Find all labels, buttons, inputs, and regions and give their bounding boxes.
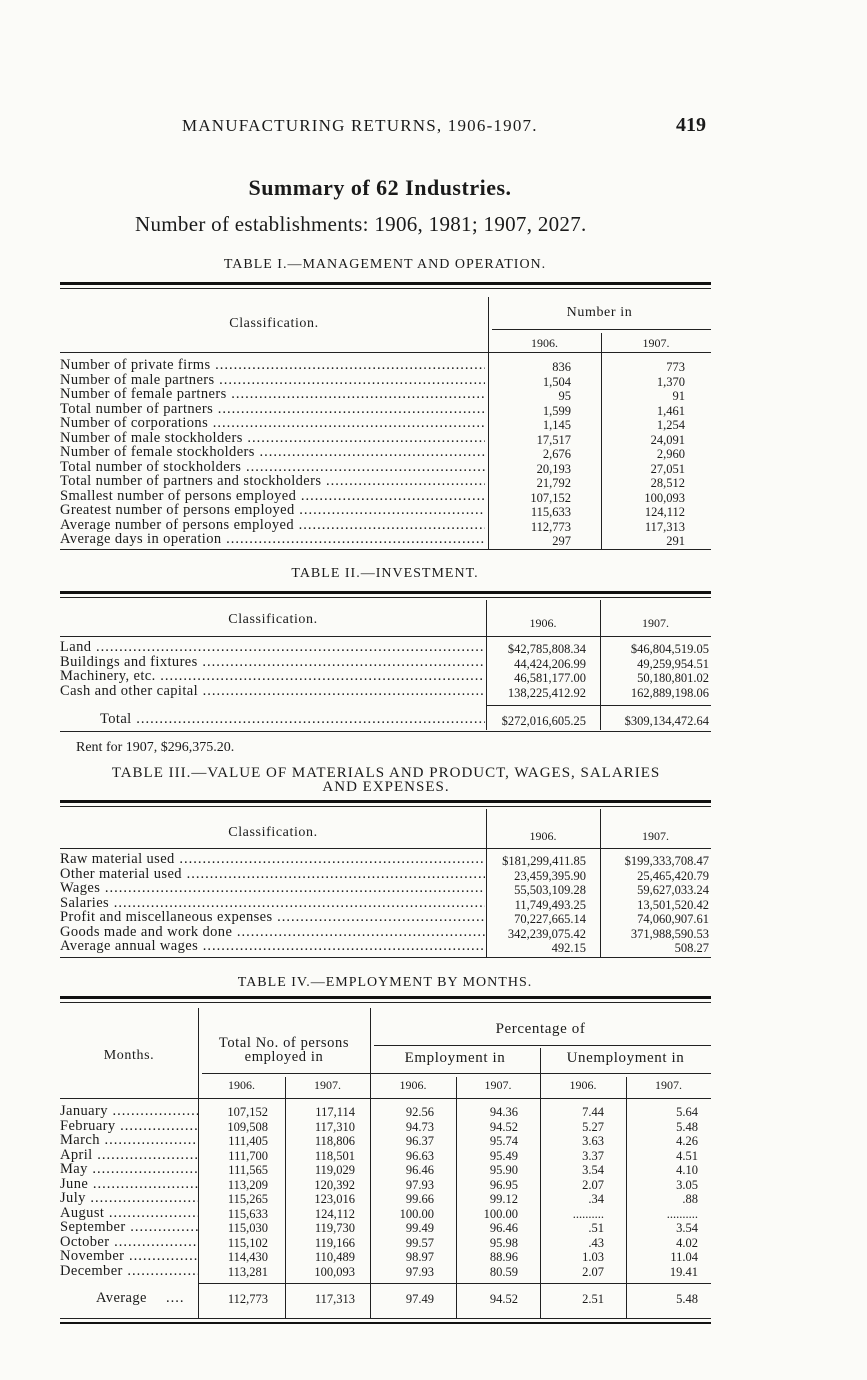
- value-1906: 138,225,412.92: [507, 685, 586, 700]
- page-number: 419: [676, 114, 706, 136]
- value-1907: 25,465,420.79: [637, 868, 709, 883]
- row-label: Other material used .....: [60, 867, 485, 882]
- table4-average-label: Average: [96, 1290, 147, 1306]
- running-head: [0, 116, 867, 140]
- cell-t1907: 110,489: [314, 1250, 355, 1264]
- table1-title: TABLE I.—MANAGEMENT AND OPERATION.: [223, 257, 547, 272]
- table3-title: [60, 766, 712, 794]
- month-label: October .....: [60, 1235, 198, 1250]
- cell-t1906: 107,152: [227, 1105, 268, 1119]
- row-label: Total number of partners and stockholders .....: [60, 474, 485, 489]
- row-label: Average number of persons employed .....: [60, 518, 485, 533]
- table4-col-t1906: 1906.: [228, 1078, 255, 1092]
- value-1907: 24,091: [650, 432, 685, 447]
- value-1906: $42,785,808.34: [507, 642, 586, 656]
- table-row: [60, 431, 715, 446]
- cell-e1906: 98.97: [405, 1250, 434, 1264]
- table4-col-e1906: 1906.: [399, 1078, 427, 1092]
- month-label: November .....: [60, 1249, 198, 1264]
- value-1906: 492.15: [551, 941, 586, 955]
- table2-col-classification: Classification.: [228, 612, 318, 627]
- table4-col-months: Months.: [103, 1048, 155, 1063]
- cell-u1907: 5.48: [676, 1119, 698, 1134]
- table1-col-number-in: Number in: [566, 305, 633, 320]
- table4-header-rule: [60, 1098, 711, 1099]
- table4-average-t1906: 112,773: [227, 1292, 268, 1306]
- table4-col-t1907: 1907.: [314, 1078, 341, 1092]
- table2-col-1906: 1906.: [529, 616, 557, 630]
- value-1906: 112,773: [530, 519, 571, 534]
- cell-e1907: 96.95: [489, 1177, 518, 1192]
- row-label: Smallest number of persons employed .....: [60, 489, 485, 504]
- cell-t1906: 115,030: [227, 1221, 268, 1235]
- value-1907: 291: [666, 534, 685, 548]
- cell-u1906: 3.63: [582, 1134, 604, 1148]
- value-1907: 59,627,033.24: [637, 883, 709, 897]
- row-label: Wages .....: [60, 881, 485, 896]
- value-1907: 27,051: [650, 461, 685, 476]
- cell-e1907: 95.98: [489, 1235, 518, 1250]
- cell-e1906: 99.66: [405, 1192, 434, 1206]
- value-1907: 13,501,520.42: [637, 897, 709, 912]
- table4-title: TABLE IV.—EMPLOYMENT BY MONTHS.: [237, 975, 533, 990]
- cell-u1906: .34: [588, 1192, 604, 1206]
- table2-total-row: [60, 712, 715, 727]
- cell-e1907: 94.36: [489, 1105, 518, 1119]
- table2-total-1906: $272,016,605.25: [501, 714, 586, 728]
- table4-top-rule-thin: [60, 1002, 711, 1003]
- value-1907: 50,180,801.02: [637, 671, 709, 685]
- table4-col-u1907: 1907.: [655, 1078, 682, 1092]
- value-1906: 1,599: [542, 403, 571, 418]
- row-label: Machinery, etc. .....: [60, 669, 485, 684]
- value-1906: 70,227,665.14: [514, 912, 586, 926]
- summary-title: Summary of 62 Industries.: [248, 175, 512, 200]
- row-label: Number of male partners .....: [60, 373, 485, 388]
- cell-t1906: 111,565: [228, 1163, 268, 1177]
- cell-u1906: 2.07: [582, 1264, 604, 1279]
- table-row: [60, 387, 715, 402]
- cell-u1907: 3.54: [676, 1221, 698, 1235]
- cell-e1906: 96.46: [405, 1163, 434, 1177]
- rent-note: Rent for 1907, $296,375.20.: [76, 740, 235, 755]
- table-row: [60, 684, 715, 699]
- cell-u1907: 4.02: [676, 1235, 698, 1250]
- month-label: December .....: [60, 1264, 198, 1279]
- table-row: [60, 640, 715, 655]
- value-1906: 11,749,493.25: [514, 897, 586, 912]
- table4-average-t1907: 117,313: [314, 1292, 355, 1306]
- table4-subhead-rule: [202, 1073, 711, 1074]
- table4-col-e1907: 1907.: [484, 1078, 512, 1092]
- row-label: Goods made and work done .....: [60, 925, 485, 940]
- table-row: [60, 939, 715, 954]
- value-1906: 55,503,109.28: [514, 883, 586, 897]
- value-1907: 28,512: [650, 476, 685, 490]
- table2-col-1907: 1907.: [642, 616, 669, 630]
- row-label: Total number of partners .....: [60, 402, 485, 417]
- table4-average-u1907: 5.48: [676, 1292, 698, 1306]
- table2-total-label: Total .....: [100, 712, 485, 727]
- table4-col-total-line1: Total No. of persons: [218, 1035, 350, 1051]
- table3-col-classification: Classification.: [228, 825, 318, 840]
- table-row: [60, 925, 715, 940]
- table4-col-unemployment: Unemployment in: [566, 1050, 685, 1066]
- value-1907: 49,259,954.51: [637, 656, 709, 671]
- table2-total-rule: [486, 705, 711, 706]
- month-label: September .....: [60, 1220, 198, 1235]
- table4-col-total-line2: employed in: [244, 1049, 324, 1065]
- table4-average-rule: [198, 1283, 711, 1284]
- table3-title-line2: AND EXPENSES.: [322, 779, 450, 795]
- value-1906: 1,504: [542, 374, 571, 389]
- row-label: Cash and other capital .....: [60, 684, 485, 699]
- table2-top-rule-thin: [60, 597, 711, 598]
- cell-e1907: 99.12: [489, 1192, 518, 1206]
- table-row: [60, 910, 715, 925]
- cell-u1906: 7.44: [582, 1105, 604, 1119]
- cell-t1906: 115,102: [227, 1235, 268, 1250]
- value-1906: 297: [552, 534, 571, 548]
- table1-top-rule-thin: [60, 288, 711, 289]
- table1-col-1907: 1907.: [642, 336, 670, 350]
- row-label: Number of female stockholders .....: [60, 445, 485, 460]
- cell-u1907: .88: [682, 1192, 698, 1206]
- table3-top-rule-thin: [60, 806, 711, 807]
- value-1907: 117,313: [644, 519, 685, 534]
- cell-e1907: 96.46: [489, 1221, 518, 1235]
- table-row: [60, 1191, 715, 1206]
- value-1906: 2,676: [542, 447, 571, 461]
- cell-t1907: 118,501: [314, 1148, 355, 1163]
- table-row: [60, 852, 715, 867]
- table-row: [60, 1235, 715, 1250]
- table-row: [60, 1206, 715, 1221]
- value-1907: 371,988,590.53: [630, 926, 709, 941]
- row-label: Average annual wages .....: [60, 939, 485, 954]
- row-label: Land .....: [60, 640, 485, 655]
- table3-col-1906: 1906.: [529, 829, 557, 843]
- table-row: [60, 402, 715, 417]
- cell-t1907: 118,806: [314, 1134, 355, 1148]
- table4-average-leader: ....: [166, 1290, 185, 1306]
- table4-average-row: [60, 1291, 715, 1306]
- table-row: [60, 416, 715, 431]
- cell-e1906: 92.56: [405, 1105, 434, 1119]
- cell-u1907: 4.26: [676, 1134, 698, 1148]
- cell-e1907: 95.74: [489, 1134, 518, 1148]
- cell-t1907: 123,016: [314, 1192, 355, 1206]
- cell-u1907: 5.64: [676, 1105, 698, 1119]
- table3-header-rule: [60, 848, 711, 849]
- table-row: [60, 1148, 715, 1163]
- table-row: [60, 669, 715, 684]
- table-row: [60, 474, 715, 489]
- cell-u1906: 2.07: [582, 1177, 604, 1192]
- table4-col-employment: Employment in: [404, 1050, 506, 1066]
- table-row: [60, 1220, 715, 1235]
- cell-u1906: 5.27: [582, 1119, 604, 1134]
- table-row: [60, 460, 715, 475]
- value-1906: $181,299,411.85: [502, 854, 586, 868]
- cell-u1906: ..........: [572, 1206, 604, 1221]
- table4-average-e1906: 97.49: [405, 1292, 434, 1306]
- value-1906: 20,193: [536, 461, 571, 476]
- month-label: June .....: [60, 1177, 198, 1192]
- table-row: [60, 532, 715, 547]
- row-label: Number of female partners .....: [60, 387, 485, 402]
- table-row: [60, 655, 715, 670]
- cell-u1907: 19.41: [669, 1264, 698, 1279]
- cell-e1907: 80.59: [489, 1264, 518, 1279]
- table-row: [60, 358, 715, 373]
- row-label: Salaries .....: [60, 896, 485, 911]
- month-label: January .....: [60, 1104, 198, 1119]
- row-label: Total number of stockholders .....: [60, 460, 485, 475]
- cell-t1906: 115,265: [227, 1192, 268, 1206]
- value-1907: 2,960: [656, 447, 685, 461]
- value-1906: 23,459,395.90: [514, 868, 586, 883]
- month-label: August .....: [60, 1206, 198, 1221]
- table4-percentage-rule: [374, 1045, 711, 1046]
- table-row: [60, 1133, 715, 1148]
- row-label: Buildings and fixtures .....: [60, 655, 485, 670]
- cell-e1906: 97.93: [405, 1177, 434, 1192]
- table-row: [60, 1264, 715, 1279]
- cell-t1907: 120,392: [314, 1177, 355, 1192]
- table3-bottom-rule: [60, 957, 711, 958]
- table4-bottom-rule: [60, 1318, 711, 1319]
- cell-t1906: 111,405: [228, 1134, 268, 1148]
- cell-t1907: 119,166: [314, 1235, 355, 1250]
- table-row: [60, 867, 715, 882]
- table3-col-1907: 1907.: [642, 829, 669, 843]
- table3-top-rule: [60, 800, 711, 803]
- cell-u1907: 4.51: [676, 1148, 698, 1163]
- table1-header-rule: [60, 352, 711, 353]
- cell-e1907: 95.49: [489, 1148, 518, 1163]
- value-1907: 773: [666, 360, 685, 374]
- cell-e1906: 99.49: [405, 1221, 434, 1235]
- table4-col-percentage: Percentage of: [495, 1021, 586, 1037]
- cell-e1907: 88.96: [489, 1250, 518, 1264]
- value-1906: 836: [552, 360, 571, 374]
- table1-subhead-rule: [492, 329, 711, 330]
- cell-t1907: 124,112: [314, 1206, 355, 1221]
- value-1907: 1,461: [656, 403, 685, 418]
- table1-bottom-rule: [60, 549, 711, 550]
- cell-e1907: 94.52: [489, 1119, 518, 1134]
- table1-col-1906: 1906.: [531, 336, 558, 350]
- table2-top-rule: [60, 591, 711, 594]
- cell-e1907: 95.90: [489, 1163, 518, 1177]
- month-label: May .....: [60, 1162, 198, 1177]
- row-label: Greatest number of persons employed .....: [60, 503, 485, 518]
- row-label: Number of male stockholders .....: [60, 431, 485, 446]
- value-1906: 17,517: [536, 432, 571, 447]
- cell-t1906: 111,700: [228, 1148, 268, 1163]
- value-1907: $199,333,708.47: [624, 854, 709, 868]
- cell-t1907: 119,730: [314, 1221, 355, 1235]
- table-row: [60, 1104, 715, 1119]
- cell-t1906: 113,281: [227, 1264, 268, 1279]
- row-label: Profit and miscellaneous expenses .....: [60, 910, 485, 925]
- establishments-line: Number of establishments: 1906, 1981; 1907, 2027.: [135, 212, 587, 236]
- value-1907: $46,804,519.05: [630, 642, 709, 656]
- table2-total-1907: $309,134,472.64: [624, 714, 709, 728]
- row-label: Number of corporations .....: [60, 416, 485, 431]
- table2-bottom-rule: [60, 731, 711, 732]
- value-1906: 44,424,206.99: [514, 656, 586, 671]
- value-1906: 95: [558, 389, 571, 403]
- value-1907: 124,112: [644, 505, 685, 519]
- table2-title: TABLE II.—INVESTMENT.: [291, 566, 479, 581]
- value-1907: 74,060,907.61: [637, 912, 709, 926]
- table1-col-classification: Classification.: [229, 316, 319, 331]
- value-1906: 107,152: [530, 490, 571, 505]
- cell-u1906: .51: [588, 1221, 604, 1235]
- value-1906: 115,633: [530, 505, 571, 519]
- table4-top-rule: [60, 996, 711, 999]
- month-label: July .....: [60, 1191, 198, 1206]
- cell-e1906: 96.37: [405, 1134, 434, 1148]
- cell-t1906: 114,430: [227, 1250, 268, 1264]
- table-row: [60, 503, 715, 518]
- table-row: [60, 881, 715, 896]
- cell-t1906: 115,633: [227, 1206, 268, 1221]
- cell-t1906: 113,209: [227, 1177, 268, 1192]
- cell-e1907: 100.00: [483, 1206, 518, 1221]
- table-row: [60, 1119, 715, 1134]
- table-row: [60, 1162, 715, 1177]
- table-row: [60, 1249, 715, 1264]
- table2-header-rule: [60, 636, 711, 637]
- table-row: [60, 489, 715, 504]
- table-row: [60, 445, 715, 460]
- table-row: [60, 373, 715, 388]
- cell-t1906: 109,508: [227, 1119, 268, 1134]
- table4-average-e1907: 94.52: [489, 1292, 518, 1306]
- value-1906: 21,792: [536, 476, 571, 490]
- cell-u1907: 11.04: [670, 1250, 698, 1264]
- cell-u1907: 4.10: [676, 1163, 698, 1177]
- cell-e1906: 94.73: [405, 1119, 434, 1134]
- table-row: [60, 896, 715, 911]
- cell-u1906: 1.03: [582, 1250, 604, 1264]
- value-1907: 100,093: [644, 490, 685, 505]
- cell-u1906: 3.37: [582, 1148, 604, 1163]
- row-label: Average days in operation .....: [60, 532, 485, 547]
- value-1907: 162,889,198.06: [630, 685, 709, 700]
- month-label: March .....: [60, 1133, 198, 1148]
- cell-e1906: 97.93: [405, 1264, 434, 1279]
- value-1907: 508.27: [674, 941, 709, 955]
- cell-e1906: 100.00: [399, 1206, 434, 1221]
- value-1907: 1,370: [656, 374, 685, 389]
- value-1906: 46,581,177.00: [514, 671, 586, 685]
- month-label: April .....: [60, 1148, 198, 1163]
- cell-u1907: ..........: [666, 1206, 698, 1221]
- table1-top-rule: [60, 282, 711, 285]
- cell-u1906: 3.54: [582, 1163, 604, 1177]
- table-row: [60, 1177, 715, 1192]
- running-title: MANUFACTURING RETURNS, 1906-1907.: [182, 116, 538, 135]
- value-1907: 91: [672, 389, 685, 403]
- value-1907: 1,254: [656, 418, 685, 432]
- month-label: February .....: [60, 1119, 198, 1134]
- table4-average-u1906: 2.51: [582, 1292, 604, 1306]
- table4-col-u1906: 1906.: [569, 1078, 597, 1092]
- cell-u1906: .43: [588, 1235, 604, 1250]
- cell-t1907: 100,093: [314, 1264, 355, 1279]
- table3-title-line1: TABLE III.—VALUE OF MATERIALS AND PRODUCT, WAGES, SALARIES: [111, 765, 661, 781]
- row-label: Number of private firms .....: [60, 358, 485, 373]
- cell-e1906: 96.63: [405, 1148, 434, 1163]
- table-row: [60, 518, 715, 533]
- row-label: Raw material used .....: [60, 852, 485, 867]
- value-1906: 1,145: [542, 418, 571, 432]
- cell-t1907: 117,114: [315, 1105, 355, 1119]
- table4-bottom-rule-thick: [60, 1322, 711, 1324]
- value-1906: 342,239,075.42: [507, 926, 586, 941]
- cell-e1906: 99.57: [405, 1235, 434, 1250]
- cell-u1907: 3.05: [676, 1177, 698, 1192]
- cell-t1907: 119,029: [314, 1163, 355, 1177]
- cell-t1907: 117,310: [314, 1119, 355, 1134]
